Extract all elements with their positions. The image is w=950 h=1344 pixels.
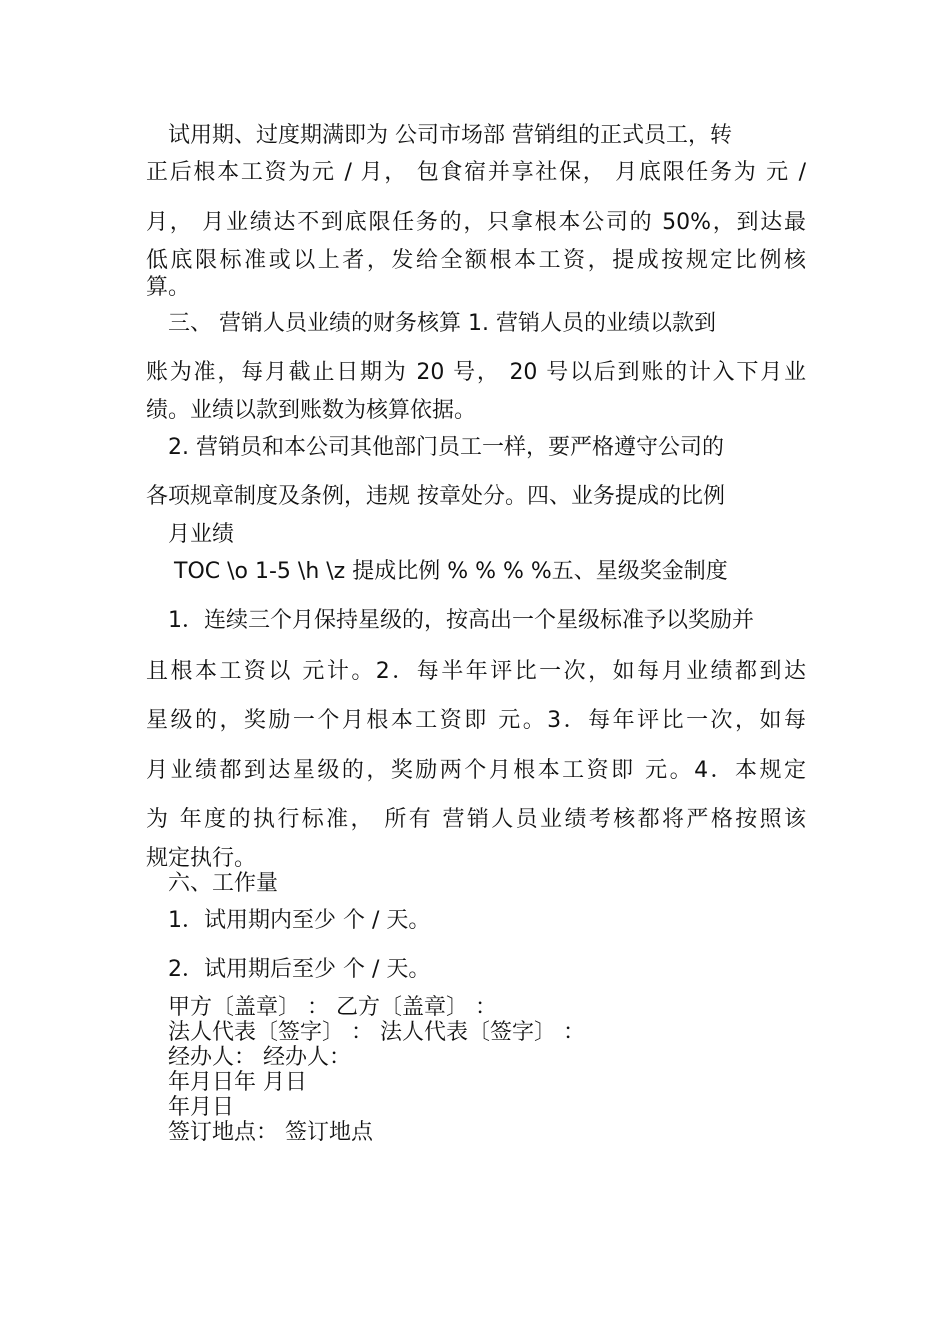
- paragraph-line: 且根本工资以 元计。2．每半年评比一次，如每月业绩都到达: [146, 659, 806, 684]
- section-heading-line: 六、工作量: [168, 871, 279, 896]
- paragraph-line: 规定执行。: [146, 846, 257, 871]
- paragraph-line: 绩。业绩以款到账数为核算依据。: [146, 398, 477, 423]
- paragraph-line: 1．连续三个月保持星级的，按高出一个星级标准予以奖励并: [168, 608, 754, 633]
- date-line: 年月日: [168, 1095, 235, 1120]
- signature-line: 甲方〔盖章〕 ： 乙方〔盖章〕 ：: [168, 995, 497, 1020]
- paragraph-line: 月业绩: [168, 522, 235, 547]
- paragraph-line: 各项规章制度及条例，违规 按章处分。四、业务提成的比例: [146, 484, 725, 509]
- signing-place-line: 签订地点： 签订地点: [168, 1120, 373, 1145]
- paragraph-line: 月， 月业绩达不到底限任务的，只拿根本公司的 50%，到达最: [146, 210, 806, 235]
- paragraph-line: 账为准，每月截止日期为 20 号， 20 号以后到账的计入下月业: [146, 360, 806, 385]
- signature-line: 法人代表〔签字〕 ： 法人代表〔签字〕 ：: [168, 1020, 585, 1045]
- signature-line: 经办人： 经办人：: [168, 1045, 351, 1070]
- paragraph-line: 为 年度的执行标准， 所有 营销人员业绩考核都将严格按照该: [146, 807, 806, 832]
- paragraph-line: 2. 营销员和本公司其他部门员工一样，要严格遵守公司的: [168, 435, 724, 460]
- paragraph-line: 正后根本工资为元 / 月， 包食宿并享社保， 月底限任务为 元 /: [146, 160, 806, 185]
- paragraph-line: 低底限标准或以上者，发给全额根本工资，提成按规定比例核: [146, 248, 806, 273]
- section-heading-line: 三、 营销人员业绩的财务核算 1. 营销人员的业绩以款到: [168, 311, 716, 336]
- date-line: 年月日年 月日: [168, 1070, 307, 1095]
- paragraph-line: 试用期、过度期满即为 公司市场部 营销组的正式员工，转: [168, 123, 732, 148]
- paragraph-line: 星级的，奖励一个月根本工资即 元。3．每年评比一次，如每: [146, 708, 806, 733]
- toc-field-line: TOC \o 1-5 \h \z 提成比例 % % % %五、星级奖金制度: [174, 559, 728, 584]
- list-item: 2．试用期后至少 个 / 天。: [168, 957, 431, 982]
- list-item: 1．试用期内至少 个 / 天。: [168, 908, 431, 933]
- paragraph-line: 月业绩都到达星级的，奖励两个月根本工资即 元。4．本规定: [146, 758, 806, 783]
- paragraph-line: 算。: [146, 275, 191, 300]
